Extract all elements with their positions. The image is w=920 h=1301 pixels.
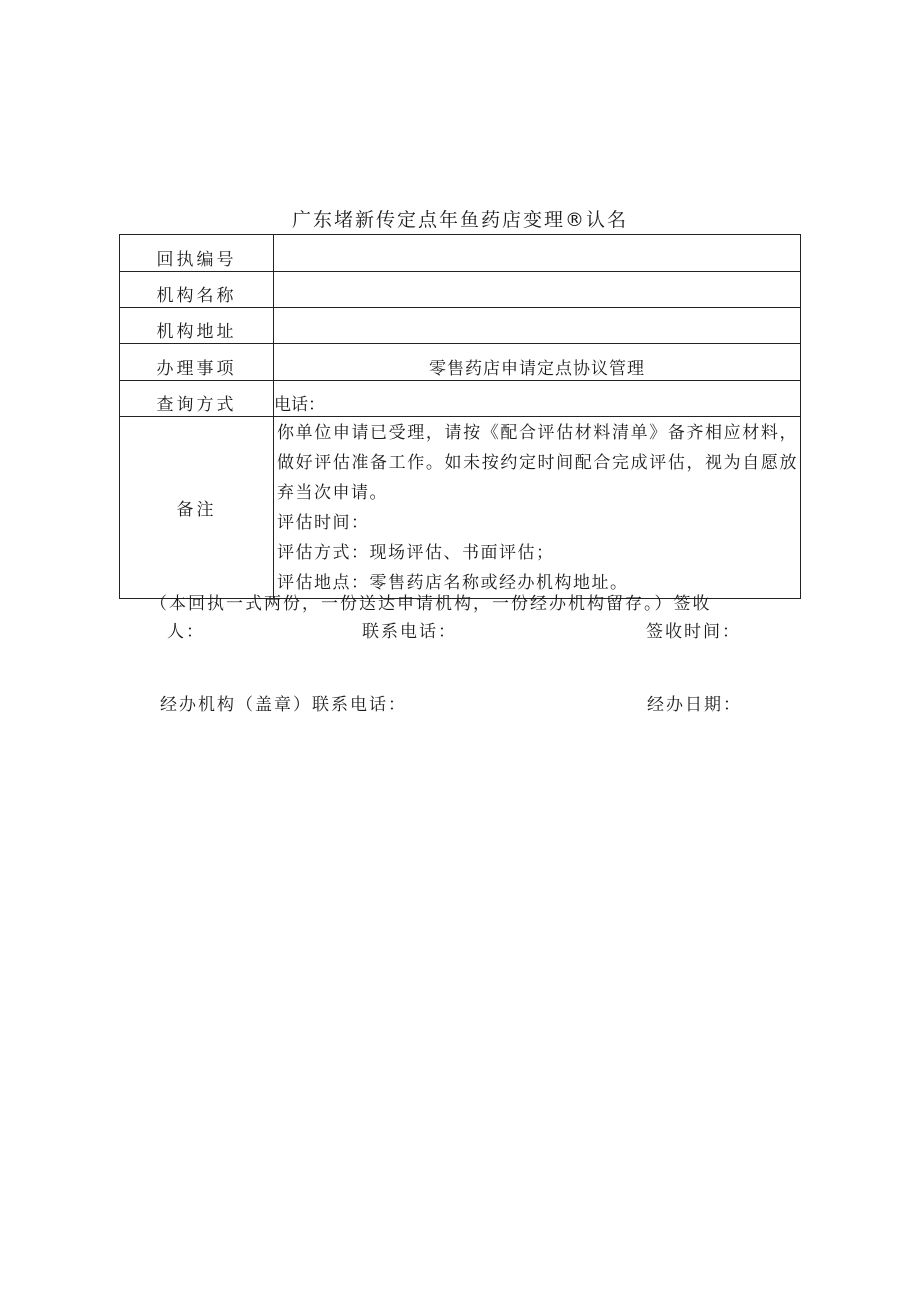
matter-label: 办理事项 [120, 344, 274, 381]
table-row [120, 272, 801, 308]
matter-value: 零售药店申请定点协议管理 [274, 344, 801, 381]
institution-address-label: 机构地址 [120, 308, 274, 344]
table-row [120, 308, 801, 344]
receipt-number-label: 回执编号 [120, 235, 274, 272]
receipt-number-value [274, 235, 801, 272]
eval-time: 评估时间： [277, 513, 370, 533]
table-row [120, 235, 801, 272]
signer-label: 人： [167, 622, 205, 642]
remark-paragraph: 你单位申请已受理，请按《配合评估材料清单》备齐相应材料，做好评估准备工作。如未按约定时间配合完成评估，视为自愿放弃当次申请。 [277, 423, 798, 503]
remark-value [274, 417, 801, 599]
table-row [120, 344, 801, 381]
footnote: （本回执一式两份，一份送达申请机构，一份经办机构留存。）签收 [150, 594, 712, 614]
institution-name-value [274, 272, 801, 308]
handler-label: 经办机构（盖章）联系电话： [160, 695, 407, 715]
inquiry-method-value: 电话： [274, 381, 801, 417]
institution-address-value [274, 308, 801, 344]
handle-date-label: 经办日期： [647, 695, 742, 715]
eval-method: 评估方式：现场评估、书面评估； [277, 543, 555, 563]
remark-content [274, 417, 800, 598]
remark-label: 备注 [120, 417, 274, 599]
table-row [120, 381, 801, 417]
inquiry-method-label: 查询方式 [120, 381, 274, 417]
page-title: 广东堵新传定点年鱼药店变理®认名 [291, 209, 628, 231]
receipt-table [119, 234, 801, 599]
sign-time-label: 签收时间： [646, 622, 741, 642]
eval-location: 评估地点：零售药店名称或经办机构地址。 [277, 573, 629, 593]
contact-phone-label: 联系电话： [362, 622, 457, 642]
table-row [120, 417, 801, 599]
institution-name-label: 机构名称 [120, 272, 274, 308]
